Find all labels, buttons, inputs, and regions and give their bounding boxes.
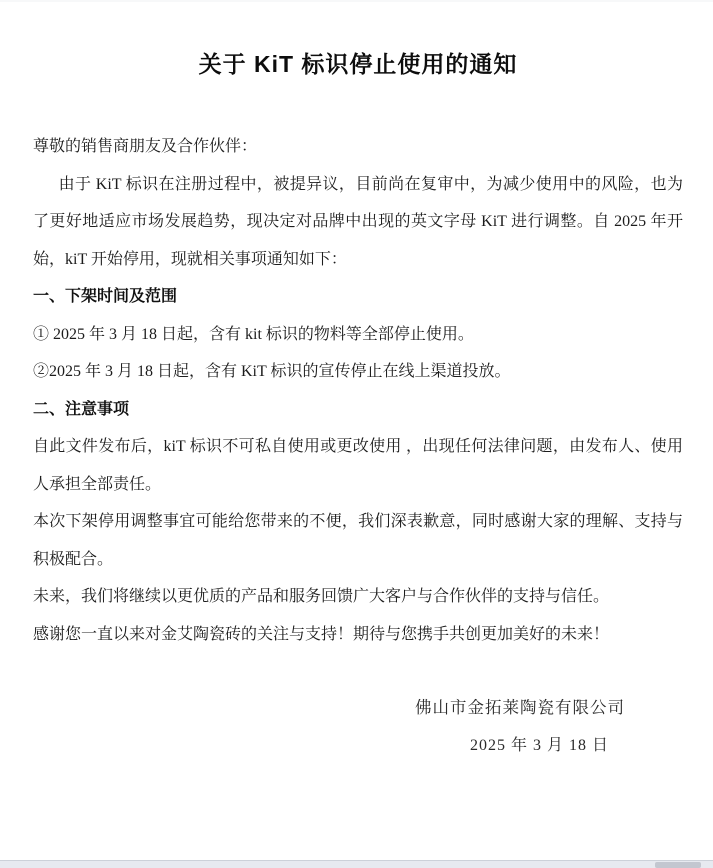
page-title: 关于 KiT 标识停止使用的通知 — [198, 51, 518, 77]
signature-date: 2025 年 3 月 18 日 — [469, 736, 609, 754]
signature-block — [33, 689, 625, 764]
company-name: 佛山市金拓莱陶瓷有限公司 — [415, 698, 625, 717]
intro-paragraph: 由于 KiT 标识在注册过程中，被提异议，目前尚在复审中，为减少使用中的风险，也为了更好地适应市场发展趋势，现决定对品牌中出现的英文字母 KiT 进行调整。自 2025 年开始，kiT 开始停用，现就相关事项通知如下： — [33, 175, 683, 268]
section2-heading: 二、注意事项 — [33, 400, 130, 418]
horizontal-scrollbar-thumb[interactable] — [655, 862, 701, 868]
section2-paragraph-1: 自此文件发布后，kiT 标识不可私自使用或更改使用 ，出现任何法律问题，由发布人、使用人承担全部责任。 — [33, 438, 683, 493]
section1-item-1: ① 2025 年 3 月 18 日起，含有 kit 标识的物料等全部停止使用。 — [33, 325, 474, 343]
section1-item-2: ②2025 年 3 月 18 日起，含有 KiT 标识的宣传停止在线上渠道投放。 — [33, 363, 511, 380]
section2-paragraph-2: 本次下架停用调整事宜可能给您带来的不便，我们深表歉意，同时感谢大家的理解、支持与积极配合。 — [33, 513, 683, 568]
section1-heading: 一、下架时间及范围 — [33, 288, 178, 305]
window-bottom-edge — [0, 860, 713, 868]
section2-paragraph-4: 感谢您一直以来对金艾陶瓷砖的关注与支持！期待与您携手共创更加美好的未来！ — [33, 625, 610, 643]
document-body — [33, 128, 683, 764]
salutation: 尊敬的销售商朋友及合作伙伴： — [33, 138, 258, 155]
section2-paragraph-3: 未来，我们将继续以更优质的产品和服务回馈广大客户与合作伙伴的支持与信任。 — [33, 588, 610, 605]
